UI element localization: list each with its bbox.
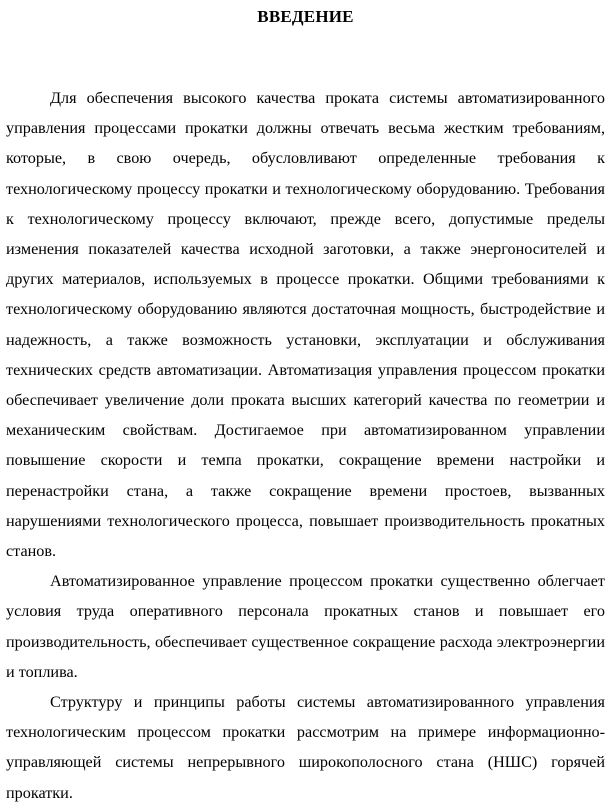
document-body (6, 83, 605, 808)
page-title: ВВЕДЕНИЕ (257, 7, 354, 26)
paragraph-3: Структуру и принципы работы системы автоматизированного управления технологическим процессом прокатки рассмотрим на примере информационно-управляющей системы непрерывного широкополосного стана (НШС) горячей прокатки. (6, 693, 605, 802)
paragraph-2: Автоматизированное управление процессом прокатки существенно облегчает условия труда оперативного персонала прокатных станов и повышает его производительность, обеспечивает существенное сокращение расхода электроэнергии и топлива. (6, 572, 605, 681)
paragraph-1: Для обеспечения высокого качества проката системы автоматизированного управления процессами прокатки должны отвечать весьма жестким требованиям, которые, в свою очередь, обусловливают определенные требования к технологическому процессу прокатки и технологическому оборудованию. Требования к технологическому процессу включают, прежде всего, допустимые пределы изменения показателей качества исходной заготовки, а также энергоносителей и других материалов, используемых в процессе прокатки. Общими требованиями к технологическому оборудованию являются достаточная мощность, быстродействие и надежность, а также возможность установки, эксплуатации и обслуживания технических средств автоматизации. Автоматизация управления процессом прокатки обеспечивает увеличение доли проката высших категорий качества по геометрии и механическим свойствам. Достигаемое при автоматизированном управлении повышение скорости и темпа прокатки, сокращение времени настройки и перенастройки стана, а также сокращение времени простоев, вызванных нарушениями технологического процесса, повышает производительность прокатных станов. (6, 89, 605, 561)
